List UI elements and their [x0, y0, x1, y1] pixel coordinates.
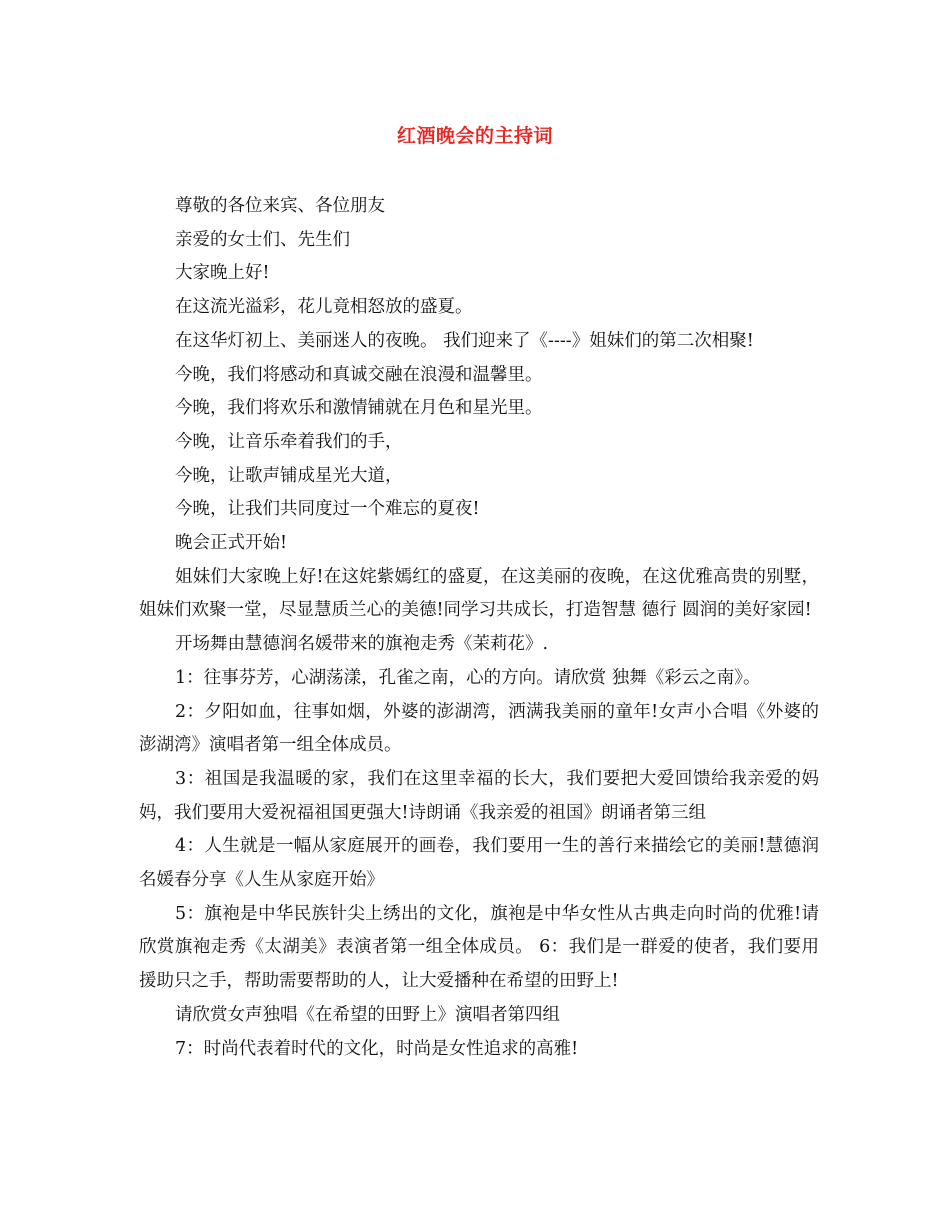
- paragraph: 请欣赏女声独唱《在希望的田野上》演唱者第四组: [175, 1004, 560, 1025]
- paragraph: 今晚，我们将欢乐和激情铺就在月色和星光里。: [175, 398, 543, 419]
- paragraph: 今晚，让我们共同度过一个难忘的夏夜!: [175, 499, 480, 520]
- paragraph: 今晚，让音乐牵着我们的手，: [175, 431, 403, 452]
- paragraph: 4：人生就是一幅从家庭展开的画卷，我们要用一生的善行来描绘它的美丽!慧德润名媛春分享《人生从家庭开始》: [139, 836, 819, 891]
- paragraph: 今晚，让歌声铺成星光大道，: [175, 465, 403, 486]
- paragraph: 大家晚上好!: [175, 263, 270, 284]
- paragraph: 在这流光溢彩，花儿竟相怒放的盛夏。: [175, 297, 473, 318]
- paragraph: 5：旗袍是中华民族针尖上绣出的文化，旗袍是中华女性从古典走向时尚的优雅!请欣赏旗袍走秀《太湖美》表演者第一组全体成员。 6：我们是一群爱的使者，我们要用援助只之手，帮助需要帮助的人，让大爱播种在希望的田野上!: [139, 903, 819, 992]
- paragraph: 今晚，我们将感动和真诚交融在浪漫和温馨里。: [175, 364, 543, 385]
- paragraph: 在这华灯初上、美丽迷人的夜晚。 我们迎来了《----》姐妹们的第二次相聚!: [175, 330, 754, 351]
- paragraph: 2：夕阳如血，往事如烟，外婆的澎湖湾，洒满我美丽的童年!女声小合唱《外婆的澎湖湾》演唱者第一组全体成员。: [139, 701, 819, 756]
- paragraph: 晚会正式开始!: [175, 533, 288, 554]
- document-title: 红酒晚会的主持词: [396, 125, 553, 147]
- paragraph: 姐妹们大家晚上好!在这姹紫嫣红的盛夏，在这美丽的夜晚，在这优雅高贵的别墅，姐妹们欢聚一堂，尽显慧质兰心的美德!同学习共成长，打造智慧 德行 圆润的美好家园!: [139, 566, 819, 621]
- paragraph: 尊敬的各位来宾、各位朋友: [175, 196, 385, 216]
- paragraph: 亲爱的女士们、先生们: [175, 229, 350, 250]
- document-body: [139, 190, 819, 1066]
- paragraph: 3：祖国是我温暖的家，我们在这里幸福的长大，我们要把大爱回馈给我亲爱的妈妈，我们要用大爱祝福祖国更强大!诗朗诵《我亲爱的祖国》朗诵者第三组: [139, 768, 819, 823]
- paragraph: 开场舞由慧德润名媛带来的旗袍走秀《茉莉花》.: [175, 634, 549, 655]
- paragraph: 1：往事芬芳，心湖荡漾，孔雀之南，心的方向。请欣赏 独舞《彩云之南》。: [175, 667, 761, 688]
- paragraph: 7：时尚代表着时代的文化，时尚是女性追求的高雅!: [175, 1038, 579, 1059]
